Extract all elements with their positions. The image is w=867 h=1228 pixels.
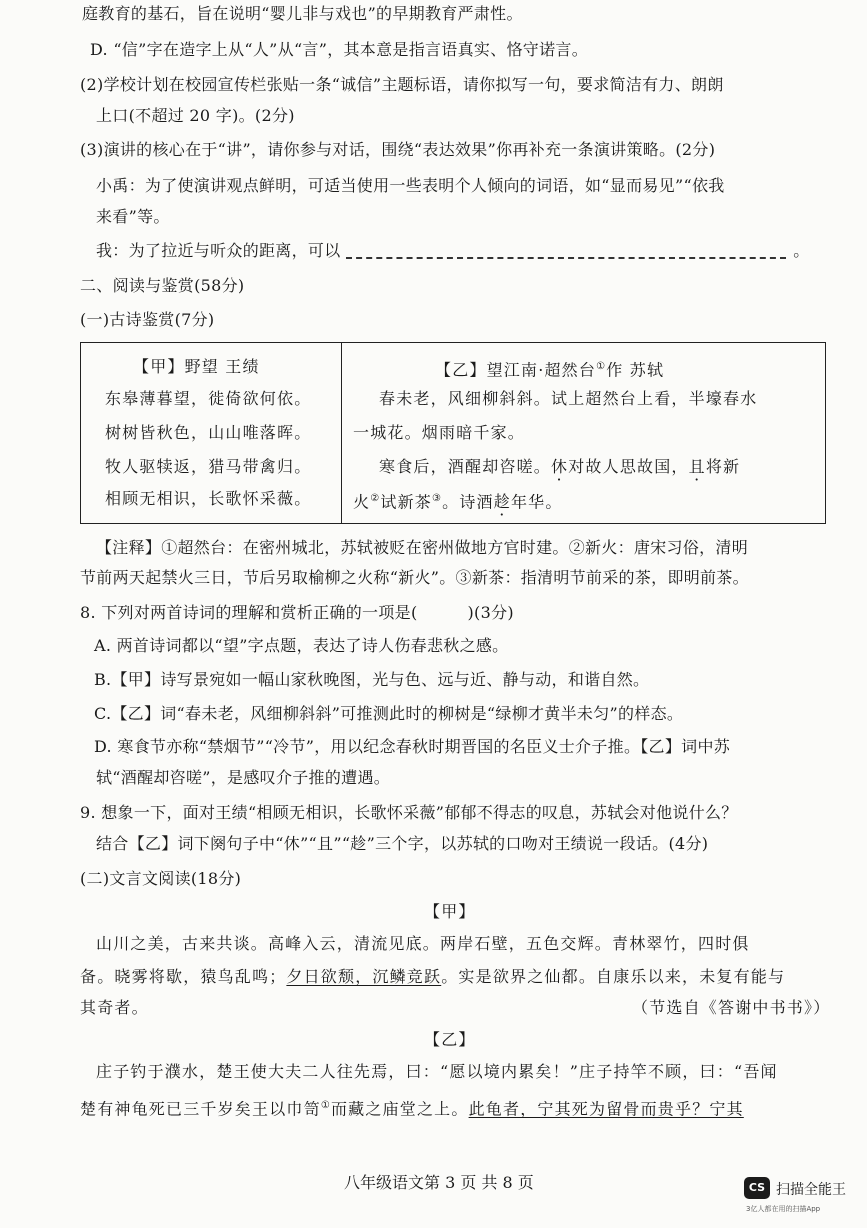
option-d: D. “信”字在造字上从“人”从“言”，其本意是指言语真实、恪守诺言。 — [90, 40, 589, 59]
text-jia-label: 【甲】 — [424, 902, 476, 921]
question-3: (3)演讲的核心在于“讲”，请你参与对话，围绕“表达效果”你再补充一条演讲策略。(2分) — [80, 140, 716, 159]
poem-yi-line: 春未老，风细柳斜斜。试上超然台上看，半壕春水 — [379, 389, 758, 408]
answer-end: 。 — [793, 241, 810, 260]
text-jia-source: （节选自《答谢中书书》） — [632, 998, 831, 1017]
poem-jia-line: 树树皆秋色，山山唯落晖。 — [105, 423, 312, 442]
option-b: B.【甲】诗写景宛如一幅山家秋晚图，光与色、远与近、静与动，和谐自然。 — [94, 670, 650, 689]
question-2-cont: 上口(不超过 20 字)。(2分) — [96, 106, 295, 125]
answer-blank[interactable] — [346, 257, 786, 259]
answer-line — [96, 241, 810, 261]
note-line: 【注释】①超然台：在密州城北，苏轼被贬在密州做地方官时建。②新火：唐宋习俗，清明 — [96, 538, 749, 557]
underlined-sentence: 此龟者，宁其死为留骨而贵乎？宁其 — [468, 1099, 744, 1119]
watermark-name: 扫描全能王 — [776, 1182, 846, 1198]
dialog-line: 小禹：为了使演讲观点鲜明，可适当使用一些表明个人倾向的词语，如“显而易见”“依我 — [96, 176, 725, 195]
question-9: 9. 想象一下，面对王绩“相顾无相识，长歌怀采薇”郁郁不得志的叹息，苏轼会对他说什么？ — [80, 803, 738, 822]
poem-jia-line: 东皋薄暮望，徙倚欲何依。 — [105, 389, 312, 408]
poem-yi-title: 【乙】望江南·超然台①作 苏轼 — [435, 360, 665, 380]
text-jia-line: 山川之美，古来共谈。高峰入云，清流见底。两岸石壁，五色交辉。青林翠竹，四时俱 — [96, 934, 750, 953]
subsection-heading: (一)古诗鉴赏(7分) — [80, 310, 215, 329]
poem-yi-line: 寒食后，酒醒却咨嗟。休对故人思故国，且将新 — [379, 457, 741, 476]
option-d-cont: 轼“酒醒却咨嗟”，是感叹介子推的遭遇。 — [96, 768, 391, 787]
section-heading: 二、阅读与鉴赏(58分) — [80, 276, 245, 295]
poem-box — [80, 342, 826, 524]
text-line: 庭教育的基石，旨在说明“婴儿非与戏也”的早期教育严肃性。 — [82, 4, 523, 23]
poem-divider — [341, 343, 342, 523]
text-jia-line: 备。晓雾将歇，猿鸟乱鸣；夕日欲颓，沉鳞竞跃。实是欲界之仙都。自康乐以来，未复有能与 — [80, 967, 786, 986]
option-c: C.【乙】词“春未老，风细柳斜斜”可推测此时的柳树是“绿柳才黄半未匀”的样态。 — [94, 704, 684, 723]
text-yi-label: 【乙】 — [424, 1030, 476, 1049]
question-9-cont: 结合【乙】词下阕句子中“休”“且”“趁”三个字，以苏轼的口吻对王绩说一段话。(4分) — [96, 834, 709, 853]
option-d: D. 寒食节亦称“禁烟节”“冷节”，用以纪念春秋时期晋国的名臣义士介子推。【乙】词中苏 — [94, 737, 731, 756]
underlined-sentence: 夕日欲颓，沉鳞竞跃 — [286, 967, 442, 986]
question-2: (2)学校计划在校园宣传栏张贴一条“诚信”主题标语，请你拟写一句，要求简洁有力、朗朗 — [80, 75, 724, 94]
camscanner-logo-icon: CS — [744, 1177, 770, 1199]
poem-yi-line: 一城花。烟雨暗千家。 — [353, 423, 526, 442]
option-a: A. 两首诗词都以“望”字点题，表达了诗人伤春悲秋之感。 — [94, 636, 509, 655]
dialog-line-cont: 来看”等。 — [96, 207, 170, 226]
text-yi-line: 楚有神龟死已三千岁矣王以巾笥①而藏之庙堂之上。此龟者，宁其死为留骨而贵乎？宁其 — [80, 1099, 744, 1119]
question-8: 8. 下列对两首诗词的理解和赏析正确的一项是( )(3分) — [80, 603, 514, 622]
poem-jia-title: 【甲】野望 王绩 — [133, 357, 260, 376]
subsection-heading: (二)文言文阅读(18分) — [80, 869, 242, 888]
scanner-watermark — [744, 1172, 858, 1220]
poem-yi-line: 火②试新茶③。诗酒趁年华。 — [353, 492, 563, 512]
watermark-tagline: 3亿人都在用的扫描App — [746, 1205, 821, 1213]
page-footer: 八年级语文第 3 页 共 8 页 — [344, 1173, 534, 1192]
poem-jia-line: 相顾无相识，长歌怀采薇。 — [105, 489, 312, 508]
text-jia-line: 其奇者。 — [80, 998, 149, 1017]
note-line: 节前两天起禁火三日，节后另取榆柳之火称“新火”。③新茶：指清明节前采的茶，即明前茶。 — [80, 568, 749, 587]
poem-jia-line: 牧人驱犊返，猎马带禽归。 — [105, 457, 312, 476]
text-yi-line: 庄子钓于濮水，楚王使大夫二人往先焉，曰：“愿以境内累矣！”庄子持竿不顾，曰：“吾闻 — [96, 1062, 778, 1081]
answer-prompt: 我：为了拉近与听众的距离，可以 — [96, 241, 341, 260]
